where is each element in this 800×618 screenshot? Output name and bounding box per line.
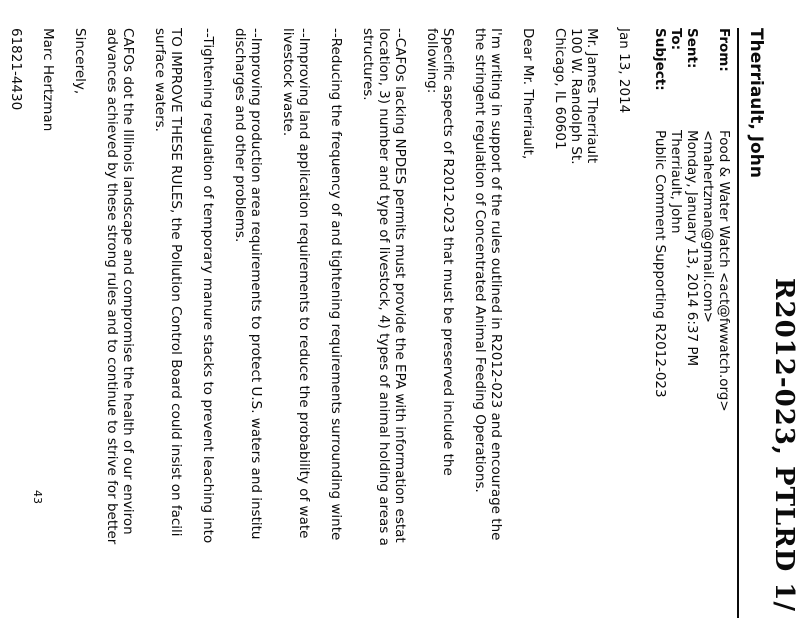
from-line-2: <mahertzman@gmail.com> — [700, 130, 716, 323]
header-row-from — [700, 28, 732, 412]
final-para-line-2: advances achieved by these strong rules and to continue to strive for better — [104, 28, 120, 545]
intro-line-2: the stringent regulation of Concentrated Animal Feeding Operations. — [472, 28, 488, 493]
address-line-1: Mr. James Therriault — [584, 28, 600, 164]
page-number: 43 — [31, 490, 44, 504]
signoff: Sincerely, — [72, 28, 88, 95]
bullet-1-line-1: --CAFOs lacking NPDES permits must provide the EPA with information estat — [392, 28, 408, 543]
address-line-2: 100 W. Randolph St. — [568, 28, 584, 165]
closing-para-line-2: surface waters. — [152, 28, 168, 132]
closing-para-line-1: TO IMPROVE THESE RULES, the Pollution Control Board could insist on facili — [168, 28, 184, 537]
from-value — [700, 130, 732, 412]
aspects-line-1: Specific aspects of R2012-023 that must be preserved include the — [440, 28, 456, 476]
bullet-4-line-2: discharges and other problems. — [232, 28, 248, 243]
header-row-to — [668, 28, 684, 412]
to-value: Therriault, John — [668, 130, 684, 234]
bullet-2-line-1: --Reducing the frequency of and tightening requirements surrounding winte — [328, 28, 344, 541]
letter-body — [8, 28, 632, 546]
intro-line-1: I'm writing in support of the rules outlined in R2012-023 and encourage the — [488, 28, 504, 541]
salutation: Dear Mr. Therriault, — [520, 28, 536, 160]
bullet-1-line-2: location, 3) number and type of livestock, 4) types of animal holding areas a — [376, 28, 392, 546]
bullet-5-line-1: --Tightening regulation of temporary manure stacks to prevent leaching into — [200, 28, 216, 544]
subject-label: Subject: — [652, 28, 668, 91]
header-row-sent — [684, 28, 700, 412]
bullet-4-line-1: --Improving production area requirements to protect U.S. waters and institu — [248, 28, 264, 540]
subject-value: Public Comment Supporting R2012-023 — [652, 130, 668, 398]
docket-stamp: R2012-023, PTLRD 1/ — [769, 277, 799, 612]
from-line-1: Food & Water Watch <act@fwwatch.org> — [716, 130, 732, 412]
email-header — [652, 28, 732, 412]
bullet-1-line-3: structures. — [360, 28, 376, 101]
from-label: From: — [716, 28, 732, 72]
signer-zip: 61821-4430 — [8, 28, 24, 111]
letter-date: Jan 13, 2014 — [616, 28, 632, 114]
bullet-3-line-2: livestock waste. — [280, 28, 296, 137]
header-row-subject — [652, 28, 668, 412]
to-label: To: — [668, 28, 684, 51]
aspects-line-2: following: — [424, 28, 440, 94]
sent-value: Monday, January 13, 2014 6:37 PM — [684, 130, 700, 367]
header-divider — [737, 28, 739, 618]
bullet-3-line-1: --Improving land application requirements to reduce the probability of wate — [296, 28, 312, 539]
address-line-3: Chicago, IL 60601 — [552, 28, 568, 150]
final-para-line-1: CAFOs dot the Illinois landscape and compromise the health of our environ — [120, 28, 136, 535]
sender-name: Therriault, John — [746, 28, 766, 178]
signer-name: Marc Hertzman — [40, 28, 56, 132]
sent-label: Sent: — [684, 28, 700, 69]
